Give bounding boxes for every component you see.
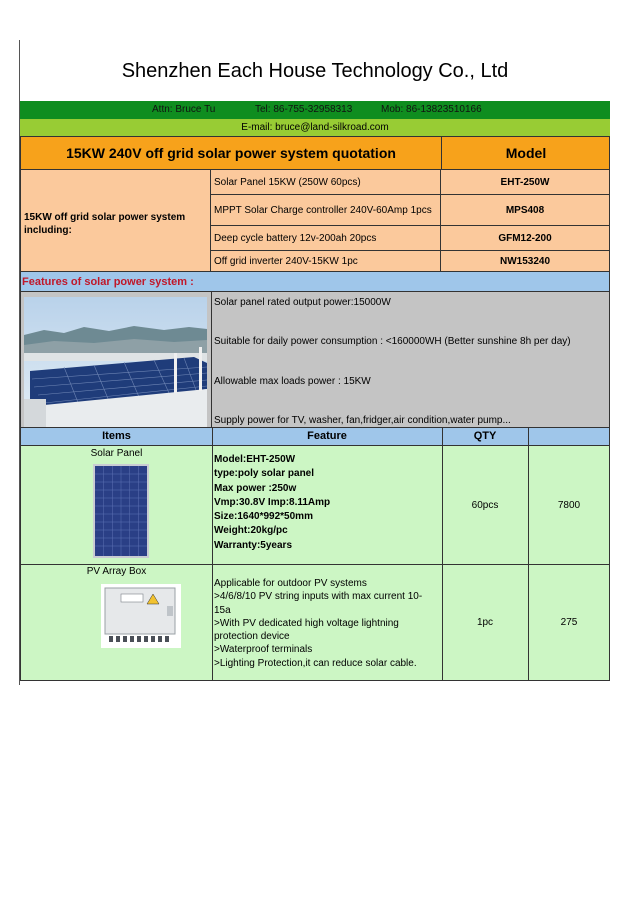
qty-value: 60pcs: [442, 446, 529, 564]
spec-line: >With PV dedicated high voltage lightning: [214, 617, 399, 629]
feature-line: Solar panel rated output power:15000W: [214, 297, 391, 308]
spec-line: >Lighting Protection,it can reduce solar cable.: [214, 657, 417, 669]
features-heading: Features of solar power system :: [20, 272, 610, 292]
quotation-title-row: [20, 136, 610, 170]
email-text: E-mail: bruce@land-silkroad.com: [241, 122, 389, 133]
qty-header: QTY: [442, 428, 529, 445]
spec-line: Applicable for outdoor PV systems: [214, 578, 367, 589]
feature-header: Feature: [212, 428, 443, 445]
spec-cell: [212, 565, 443, 680]
component-desc: Off grid inverter 240V-15KW 1pc: [211, 251, 441, 272]
spec-line: type:poly solar panel: [214, 468, 315, 480]
component-model: MPS408: [441, 195, 610, 226]
item-name: PV Array Box: [86, 566, 147, 577]
component-desc: MPPT Solar Charge controller 240V-60Amp 1pcs: [211, 195, 441, 226]
table-row: [20, 565, 610, 681]
company-name: Shenzhen Each House Technology Co., Ltd: [121, 60, 509, 82]
component-model: GFM12-200: [441, 226, 610, 251]
item-name: Solar Panel: [90, 448, 143, 459]
qty-value: 1pc: [442, 565, 529, 680]
feature-line: Suitable for daily power consumption : <160000WH (Better sunshine 8h per day): [214, 336, 571, 347]
items-table-header: [20, 428, 610, 446]
model-header: Model: [505, 145, 547, 161]
spec-line: Size:1640*992*50mm: [214, 511, 313, 523]
table-row: [20, 446, 610, 565]
attn-text: Attn: Bruce Tu: [152, 104, 216, 115]
features-divider: [211, 292, 212, 428]
feature-line: Supply power for TV, washer, fan,fridger,air condition,water pump...: [214, 415, 511, 426]
spec-cell: [212, 446, 443, 564]
tel-text: Tel: 86-755-32958313: [255, 104, 353, 115]
price-value: 7800: [557, 500, 581, 511]
spec-line: Warranty:5years: [214, 539, 293, 551]
component-model: NW153240: [441, 251, 610, 272]
rooftop-solar-photo: [24, 297, 207, 427]
spec-line: >Waterproof terminals: [214, 644, 313, 656]
price-header: [528, 428, 610, 445]
spec-line: 15a: [214, 604, 231, 616]
spec-line: Weight:20kg/pc: [214, 525, 288, 537]
spec-line: protection device: [214, 631, 290, 643]
email-bar: [20, 119, 610, 136]
component-model: EHT-250W: [441, 170, 610, 195]
spec-line: >4/6/8/10 PV string inputs with max current 10-: [214, 591, 423, 603]
spec-line: Max power :250w: [214, 482, 297, 494]
component-desc: Deep cycle battery 12v-200ah 20pcs: [211, 226, 441, 251]
solar-panel-image: [93, 464, 149, 558]
system-including-cell: 15KW off grid solar power system including:: [20, 170, 211, 272]
spec-line: Model:EHT-250W: [214, 454, 296, 465]
items-header: Items: [21, 428, 213, 445]
feature-line: Allowable max loads power : 15KW: [214, 376, 371, 387]
component-desc: Solar Panel 15KW (250W 60pcs): [211, 170, 441, 195]
price-value: 275: [560, 617, 578, 628]
pv-array-box-image: [101, 584, 181, 648]
spec-line: Vmp:30.8V Imp:8.11Amp: [214, 496, 331, 508]
contact-bar: [20, 101, 610, 119]
quotation-title: 15KW 240V off grid solar power system quotation: [21, 137, 442, 169]
mob-text: Mob: 86-13823510166: [381, 104, 482, 115]
